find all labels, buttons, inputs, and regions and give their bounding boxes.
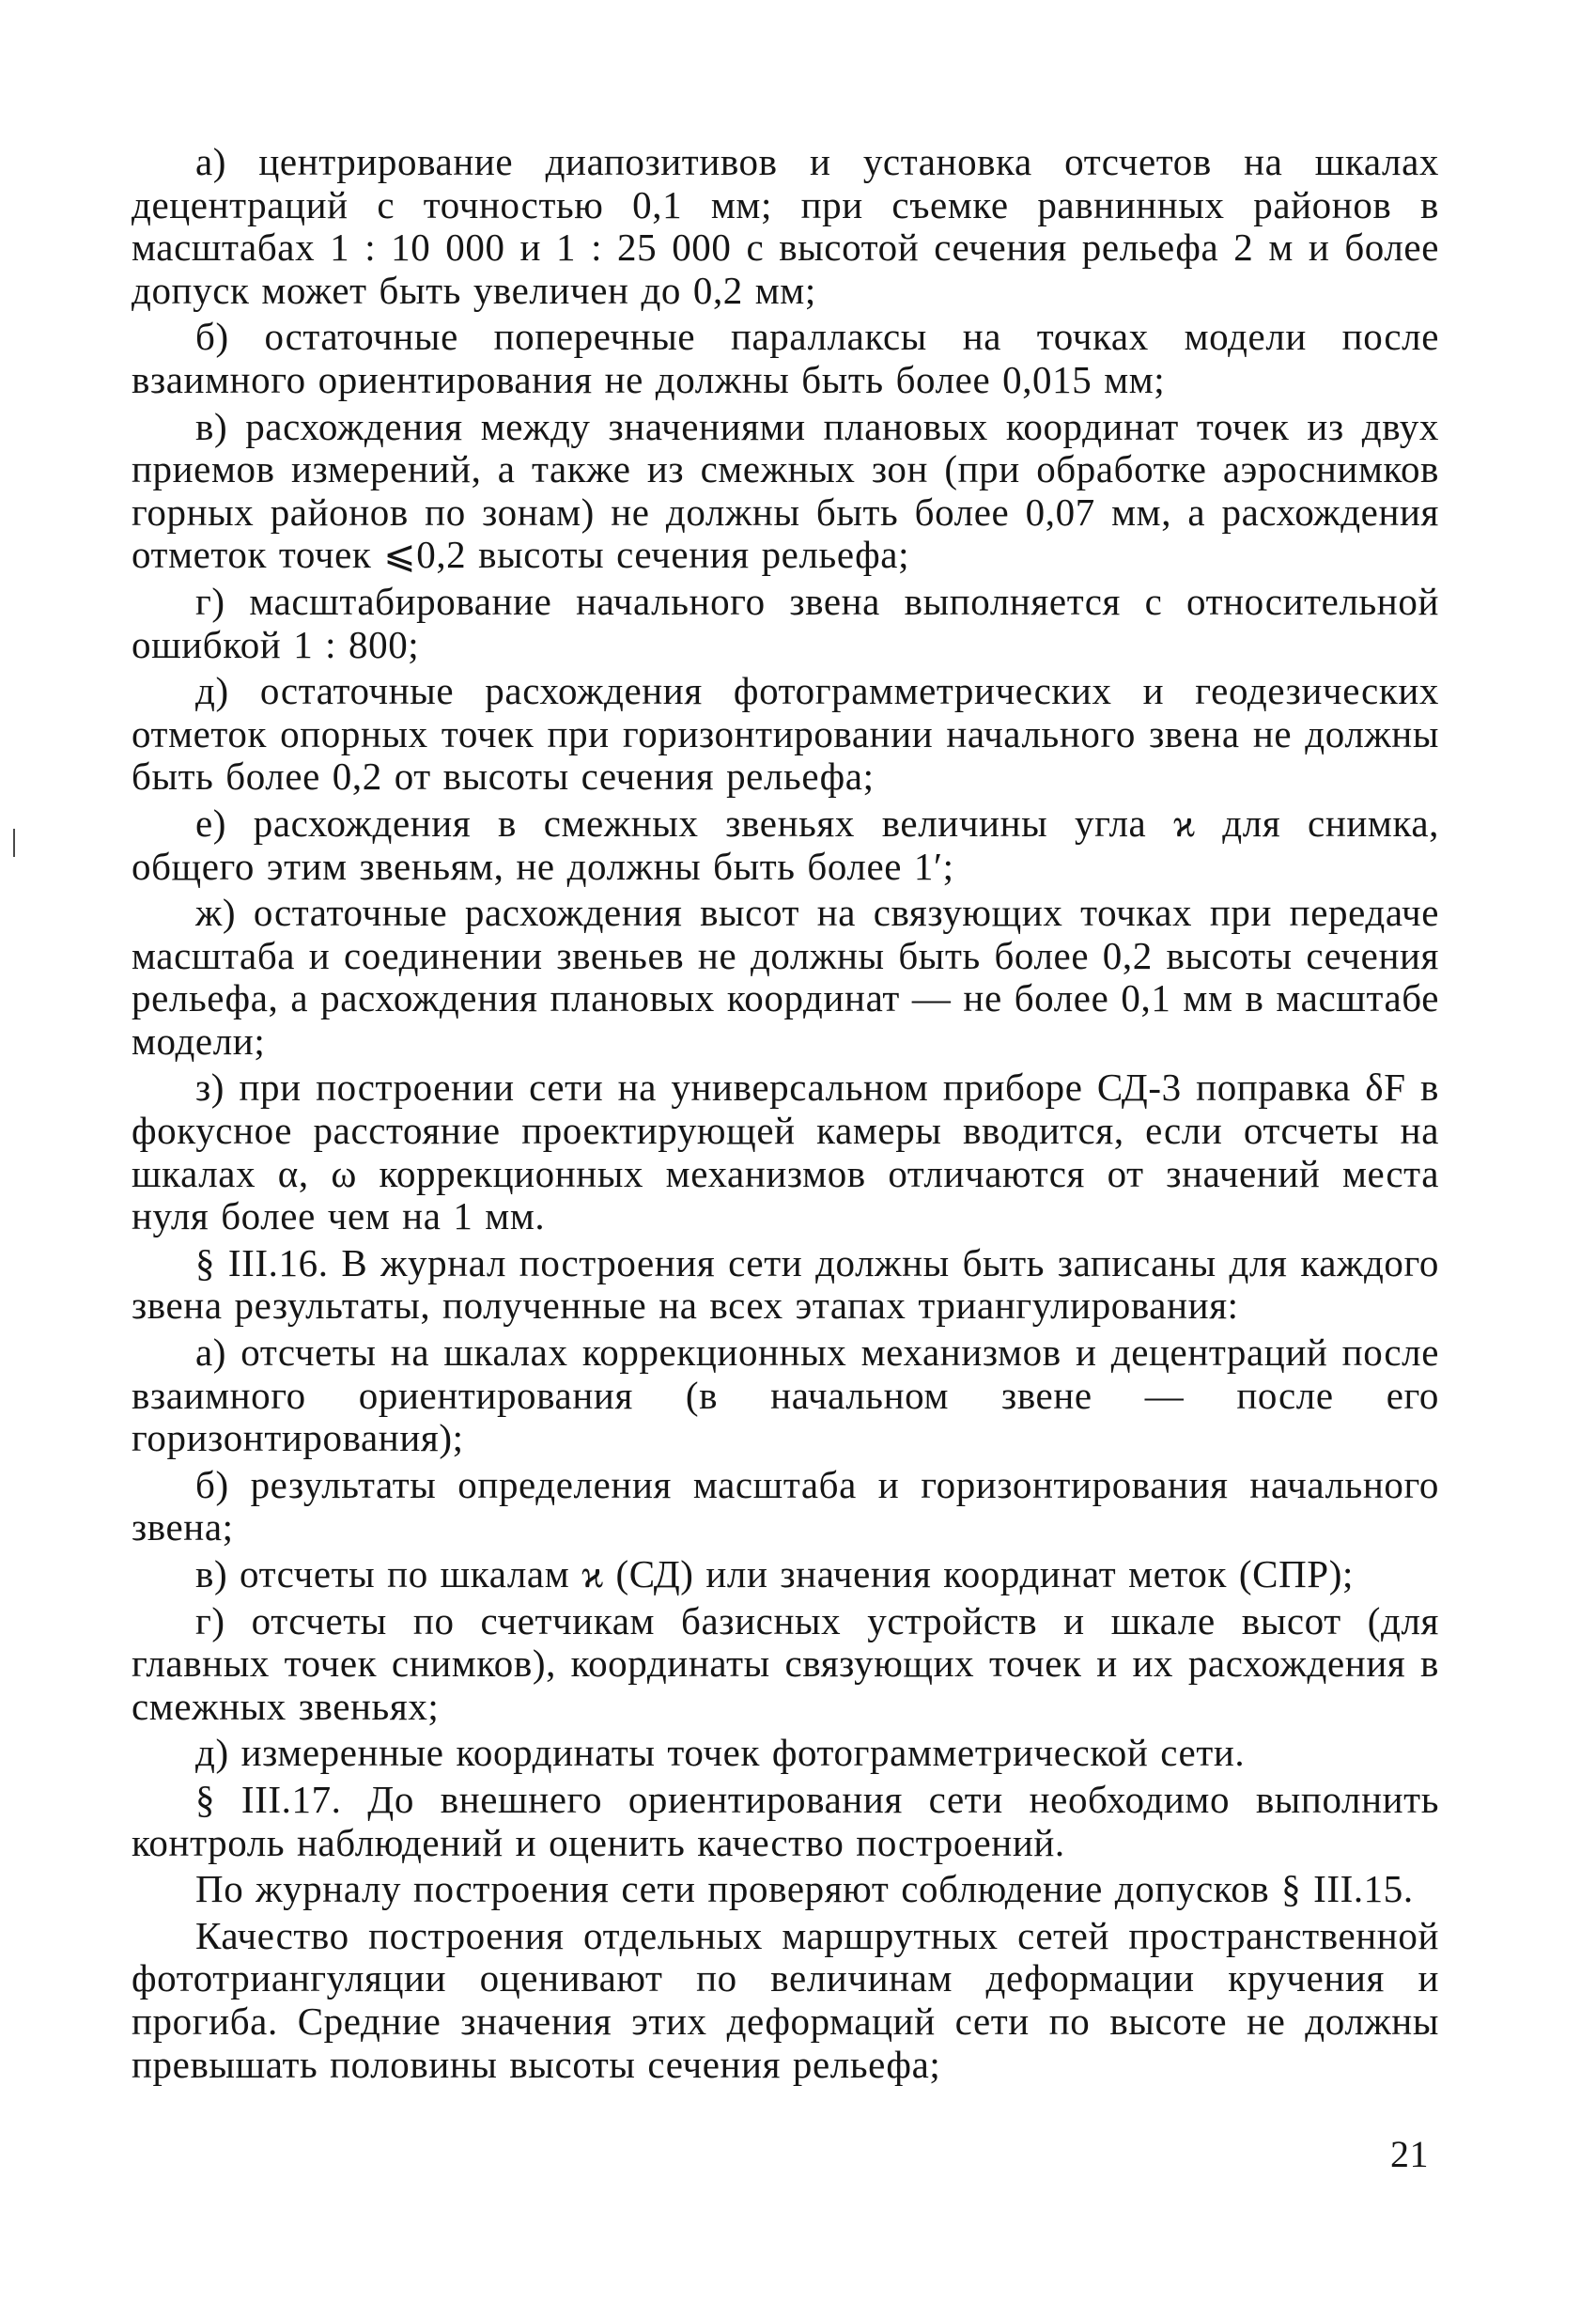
paragraph-journal-check: По журналу построения сети проверяют соблюдение допусков § III.15. bbox=[195, 1867, 1414, 1911]
paragraph-d-measured: д) измеренные координаты точек фотограмметрической сети. bbox=[195, 1731, 1246, 1775]
page-number: 21 bbox=[1390, 2133, 1429, 2175]
paragraph-g-scaling: г) масштабирование начального звена выполняется с относительной ошибкой 1 : 800; bbox=[132, 579, 1439, 666]
paragraph-e-angle: е) расхождения в смежных звеньях величины угла ϰ для снимка, общего этим звеньям, не должны быть более 1′; bbox=[132, 801, 1439, 888]
paragraph-d-residuals: д) остаточные расхождения фотограмметрических и геодезических отметок опорных точек при горизонтировании начального звена не должны быть более 0,2 от высоты сечения рельефа; bbox=[132, 669, 1439, 799]
paragraph-a-centering: а) центрирование диапозитивов и установка отсчетов на шкалах децентраций с точностью 0,1 мм; при съемке равнинных районов в масштабах 1 : 10 000 и 1 : 25 000 с высотой сечения рельефа 2 м и более допуск может быть увеличен до 0,2 мм; bbox=[132, 140, 1439, 312]
paragraph-b-results: б) результаты определения масштаба и горизонтирования начального звена; bbox=[132, 1462, 1439, 1549]
paragraph-b-parallax: б) остаточные поперечные параллаксы на точках модели после взаимного ориентирования не должны быть более 0,015 мм; bbox=[132, 315, 1439, 401]
paragraph-g-counters: г) отсчеты по счетчикам базисных устройств и шкале высот (для главных точек снимков), координаты связующих точек и их расхождения в смежных звеньях; bbox=[132, 1598, 1439, 1728]
page-body bbox=[132, 141, 1439, 2090]
section-iii-17: § III.17. До внешнего ориентирования сети необходимо выполнить контроль наблюдений и оценить качество построений. bbox=[132, 1777, 1439, 1864]
section-iii-16: § III.16. В журнал построения сети должны быть записаны для каждого звена результаты, полученные на всех этапах триангулирования: bbox=[132, 1240, 1439, 1328]
paragraph-v-coordinates: в) расхождения между значениями плановых координат точек из двух приемов измерений, а также из смежных зон (при обработке аэроснимков горных районов по зонам) не должны быть более 0,07 мм, а расхождения отметок точек ⩽0,2 высоты сечения рельефа; bbox=[132, 404, 1439, 577]
paragraph-z-correction: з) при построении сети на универсальном приборе СД-3 поправка δF в фокусное расстояние проектирующей камеры вводится, если отсчеты на шкалах α, ω коррекционных механизмов отличаются от значений места нуля более чем на 1 мм. bbox=[132, 1066, 1439, 1238]
paragraph-quality: Качество построения отдельных маршрутных сетей пространственной фототриангуляции оценивают по величинам деформации кручения и прогиба. Средние значения этих деформаций сети по высоте не должны превышать половины высоты сечения рельефа; bbox=[132, 1913, 1439, 2086]
paragraph-v-scales: в) отсчеты по шкалам ϰ (СД) или значения координат меток (СПР); bbox=[195, 1552, 1354, 1595]
paragraph-zh-heights: ж) остаточные расхождения высот на связующих точках при передаче масштаба и соединении звеньев не должны быть более 0,2 высоты сечения рельефа, а расхождения плановых координат — не более 0,1 мм в масштабе модели; bbox=[132, 891, 1439, 1063]
paragraph-a-readings: а) отсчеты на шкалах коррекционных механизмов и децентраций после взаимного ориентирования (в начальном звене — после его горизонтирования); bbox=[132, 1331, 1439, 1460]
margin-mark bbox=[13, 829, 15, 857]
